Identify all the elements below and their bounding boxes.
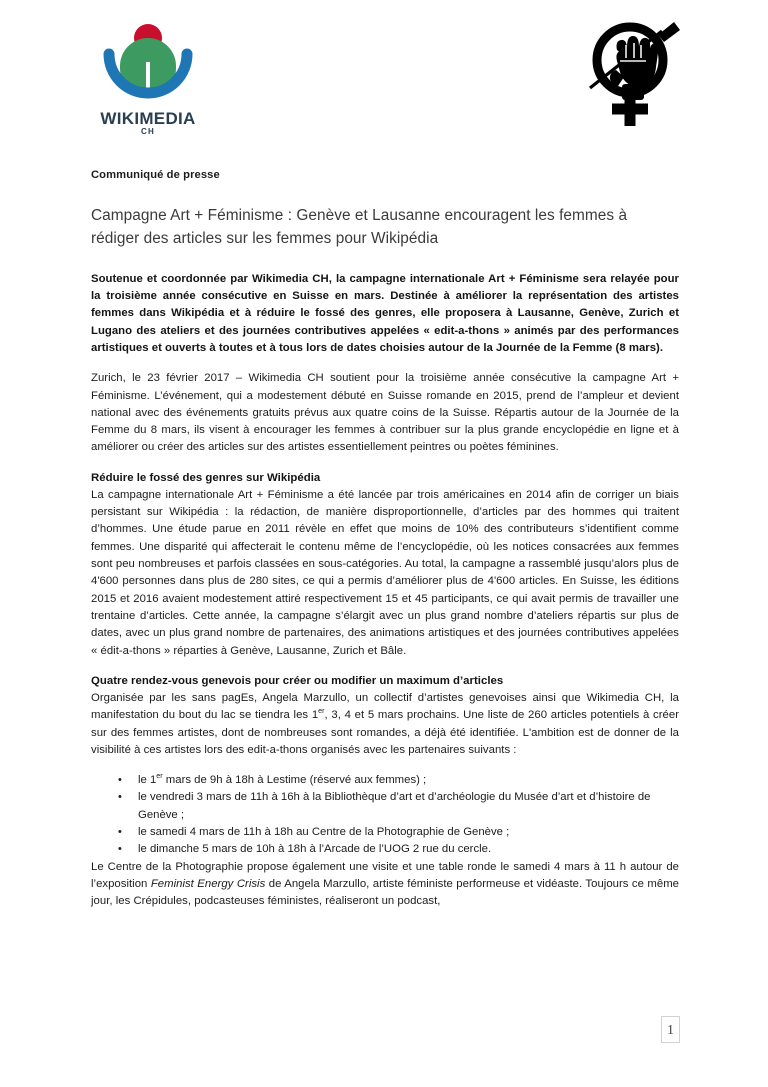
ordinal-suffix: er [318,707,325,716]
partners-list [91,772,679,858]
list-item-prefix: le 1 [138,774,157,787]
closing-paragraph-part2: de Angela Marzullo, artiste féministe performeuse et vidéaste. Toujours ce même jour, les Crépidules, podcasteuses féministes, réaliseront un podcast, [91,877,679,908]
section-2-paragraph-part2: , 3, 4 et 5 mars prochains. Une liste de 260 articles potentiels à créer sur des femmes artistes, dont de nombreuses sont romandes, a déjà été identifiée. L'ambition est de donner de la visibilité à ces artistes lors des edit-a-thons organisés avec les partenaires suivants : [91,709,679,756]
page-number: 1 [661,1016,680,1043]
ordinal-suffix: er [156,772,163,781]
wikimedia-wordmark: WIKIMEDIA [100,109,196,128]
list-item-label: mars de 9h à 18h à Lestime (réservé aux femmes) ; [162,774,427,787]
list-item [91,824,679,841]
list-item-label: le dimanche 5 mars de 10h à 18h à l’Arcade de l’UOG 2 rue du cercle. [138,843,492,856]
list-item-label: le samedi 4 mars de 11h à 18h au Centre de la Photographie de Genève ; [138,826,510,839]
document-header [0,0,768,150]
press-release-kicker: Communiqué de presse [91,169,220,181]
section-2-paragraph-part1: Organisée par les sans pagEs, Angela Marzullo, un collectif d’artistes genevoises ainsi que Wikimedia CH, la manifestation du bout du lac se tiendra les 1 [91,691,679,722]
list-item [91,789,679,824]
exhibition-title: Feminist Energy Crisis [150,877,266,890]
lead-paragraph: Soutenue et coordonnée par Wikimedia CH, la campagne internationale Art + Féminisme sera relayée pour la troisième année consécutive en Suisse en mars. Destinée à améliorer la représentation des artistes femmes dans Wikipédia et à réduire le fossé des genres, elle proposera à Lausanne, Genève, Zurich et Lugano des ateliers et des journées contributives appelées « edit-a-thons » animés par des performances artistiques et ouverts à toutes et à tous lors de dates choisies autour de la Journée de la Femme (8 mars). [91,272,679,354]
page-title: Campagne Art + Féminisme : Genève et Lausanne encouragent les femmes à rédiger des articles sur les femmes pour Wikipédia [91,207,628,248]
section-2-paragraph [91,690,679,759]
dateline-paragraph: Zurich, le 23 février 2017 – Wikimedia CH soutient pour la troisième année consécutive la campagne Art + Féminisme. L’événement, qui a modestement débuté en Suisse romande en 2015, prend de l’ampleur et devient national avec des événements gratuits prévus aux quatre coins de la Suisse. Répartis autour de la Journée de la Femme du 8 mars, ils visent à encourager les femmes à contribuer sur la plus grande encyclopédie en ligne et à améliorer ou créer des articles sur des artistes essentiellement peintres ou poètes féminines. [91,372,679,454]
list-item [91,772,679,789]
section-heading-reduire-fosse: Réduire le fossé des genres sur Wikipédia [91,471,321,484]
wikimedia-ch-logo [78,16,218,134]
wikimedia-chapter-label: CH [141,127,155,134]
list-item-label: le vendredi 3 mars de 11h à 16h à la Bibliothèque d’art et d’archéologie du Musée d’art et d’histoire de Genève ; [138,791,651,821]
list-item [91,841,679,858]
closing-paragraph [91,859,679,911]
section-1-paragraph: La campagne internationale Art + Féminisme a été lancée par trois américaines en 2014 afin de corriger un biais persistant sur Wikipédia : la rédaction, de manière disproportionnelle, d’articles par des hommes qui traitent d’hommes. Une étude parue en 2011 révèle en effet que moins de 10% des contributeurs s’identifient comme femmes. Une disparité qui affecterait le contenu même de l’encyclopédie, où les notices consacrées aux femmes sont peu nombreuses et parfois classées en sous-catégories. Au total, la campagne a rassemblé jusqu’alors plus de 4'600 personnes dans plus de 280 sites, ce qui a permis d’améliorer plus de 4'600 articles. En Suisse, les éditions 2015 et 2016 avaient modestement attiré respectivement 15 et 45 participants, ce qui avait permis de travailler une trentaine d’articles. Cette année, la campagne s’élargit avec un plus grand nombre d’ateliers répartis sur plus de dates, avec un plus grand nombre de partenaires, des animations artistiques et des journées contributives appelées « édit-a-thons » réparties à Genève, Lausanne, Zurich et Bâle. [91,488,679,657]
closing-paragraph-part1: Le Centre de la Photographie propose également une visite et une table ronde le samedi 4 mars à 11 h autour de l’exposition [91,860,679,890]
art-feminism-logo [570,14,690,132]
document-body [91,168,679,924]
section-heading-quatre-rendez-vous: Quatre rendez-vous genevois pour créer ou modifier un maximum d’articles [91,674,504,687]
